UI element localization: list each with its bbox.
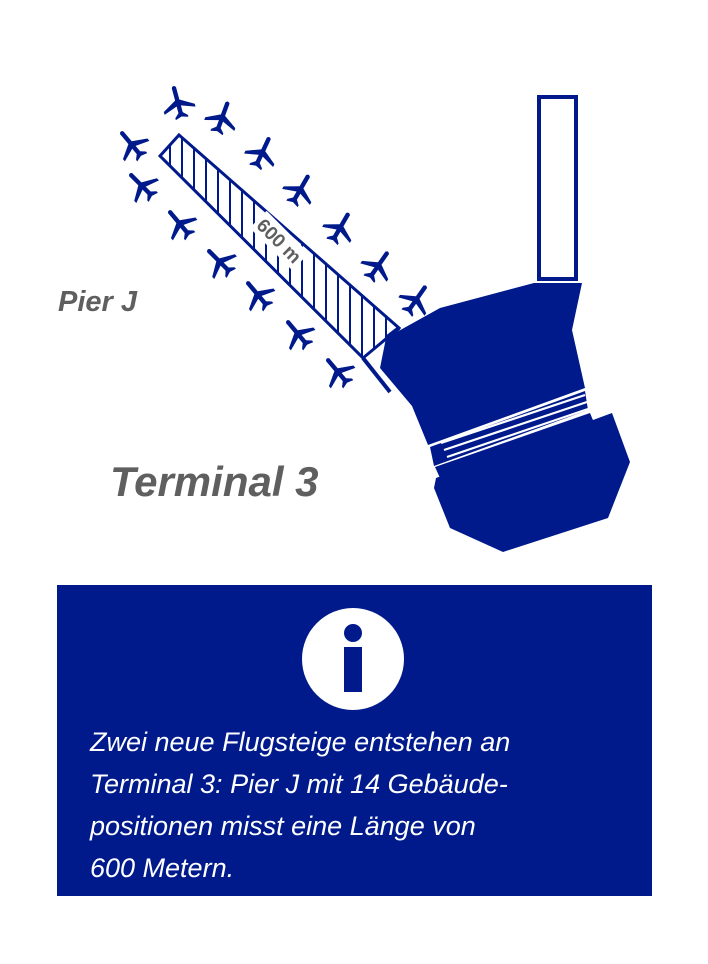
airplane-icon [241,130,284,174]
info-text-line: Zwei neue Flugsteige entstehen an [90,727,511,757]
info-text-line: Terminal 3: Pier J mit 14 Gebäude- [90,769,508,799]
info-icon [301,607,405,711]
airplane-icon [318,205,362,250]
info-text [90,721,630,889]
pier-j-label: Pier J [58,286,137,318]
terminal-3-label: Terminal 3 [110,458,319,505]
airplane-icon [158,82,198,123]
info-text-line: positionen misst eine Länge von [90,811,476,841]
airplane-icon [356,242,401,288]
airplane-icon [274,310,320,356]
airplane-icon [234,271,280,317]
pier-length-label: 600 m [251,215,305,269]
airplane-icon [201,96,243,138]
info-text-line: 600 Metern. [90,853,235,883]
airplane-icon [108,121,154,167]
airplane-icon [278,167,322,212]
airplane-icon [118,162,164,208]
airplane-icon [196,238,242,284]
airplane-icon [156,200,202,246]
airplane-icon [314,348,360,394]
tower [539,97,576,279]
